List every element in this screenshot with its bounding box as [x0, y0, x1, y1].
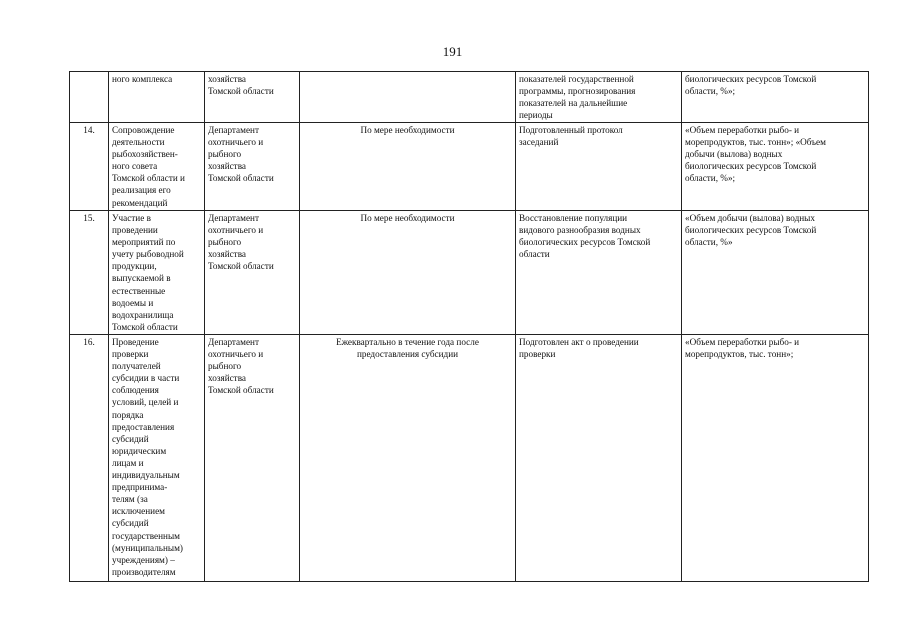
- executor-text-line: хозяйства: [208, 74, 246, 84]
- executor-text-line: Томской области: [208, 261, 274, 272]
- event-text-line: субсидий: [112, 518, 149, 529]
- term-text-line: Ежеквартально в течение года после: [336, 337, 479, 347]
- result-text-line: видового разнообразия водных: [519, 225, 641, 236]
- event-text-line: водоемы и: [112, 297, 154, 308]
- event-text-line: учету рыбоводной: [112, 249, 184, 260]
- event-text-line: лицам и: [112, 457, 144, 468]
- indicator-text-line: «Объем добычи (вылова) водных: [685, 213, 815, 223]
- event-text-line: ного комплекса: [112, 74, 173, 84]
- table-row: [70, 211, 869, 335]
- result-text-line: показателей на дальнейшие: [519, 98, 628, 109]
- executor-text-line: хозяйства: [208, 249, 246, 260]
- result-text-line: Восстановление популяции: [519, 213, 628, 223]
- event-text-line: рыбохозяйствен-: [112, 149, 178, 160]
- executor-cell: [205, 211, 300, 335]
- executor-text-line: Департамент: [208, 125, 259, 135]
- event-text-line: Проведение: [112, 337, 159, 347]
- event-text-line: мероприятий по: [112, 237, 176, 248]
- event-text-line: юридическим: [112, 445, 167, 456]
- event-text-line: субсидий: [112, 433, 149, 444]
- indicator-cell: [682, 72, 869, 123]
- event-text-line: реализация его: [112, 185, 171, 196]
- executor-text-line: Департамент: [208, 337, 259, 347]
- executor-cell: [205, 123, 300, 211]
- event-cell: [109, 72, 205, 123]
- result-text-line: Подготовлен акт о проведении: [519, 337, 639, 347]
- row-number: 16.: [83, 337, 95, 347]
- event-text-line: индивидуальным: [112, 470, 180, 481]
- row-number-cell: [70, 123, 109, 211]
- executor-text-line: рыбного: [208, 149, 242, 160]
- executor-text-line: охотничьего и: [208, 137, 264, 148]
- result-text-line: биологических ресурсов Томской: [519, 237, 651, 248]
- event-text-line: проведении: [112, 225, 158, 236]
- event-text-line: Томской области и: [112, 173, 185, 184]
- activities-table: [69, 71, 869, 582]
- term-cell: [300, 123, 516, 211]
- executor-cell: [205, 335, 300, 582]
- event-text-line: субсидии в части: [112, 373, 180, 384]
- result-text-line: периоды: [519, 110, 553, 121]
- executor-text-line: охотничьего и: [208, 225, 264, 236]
- result-text-line: области: [519, 249, 550, 260]
- executor-cell: [205, 72, 300, 123]
- event-text-line: ного совета: [112, 161, 158, 172]
- event-text-line: деятельности: [112, 137, 165, 148]
- event-text-line: (муниципальным): [112, 542, 183, 553]
- row-number-cell: [70, 211, 109, 335]
- event-text-line: учреждениям) –: [112, 554, 175, 565]
- result-cell: [516, 72, 682, 123]
- event-cell: [109, 123, 205, 211]
- row-number: 14.: [83, 125, 95, 135]
- indicator-cell: [682, 335, 869, 582]
- event-cell: [109, 335, 205, 582]
- row-number: 15.: [83, 213, 95, 223]
- result-text-line: программы, прогнозирования: [519, 86, 636, 97]
- result-text-line: Подготовленный протокол: [519, 125, 623, 135]
- indicator-text-line: «Объем переработки рыбо- и: [685, 125, 800, 135]
- event-text-line: производителям: [112, 566, 176, 577]
- indicator-text-line: области, %»;: [685, 173, 736, 184]
- event-text-line: водохранилища: [112, 309, 174, 320]
- event-text-line: естественные: [112, 285, 166, 296]
- result-text-line: проверки: [519, 349, 556, 360]
- executor-text-line: хозяйства: [208, 161, 246, 172]
- indicator-text-line: добычи (вылова) водных: [685, 149, 783, 160]
- executor-text-line: Департамент: [208, 213, 259, 223]
- indicator-text-line: биологических ресурсов Томской: [685, 161, 817, 172]
- term-cell: [300, 335, 516, 582]
- event-text-line: государственным: [112, 530, 180, 541]
- executor-text-line: Томской области: [208, 86, 274, 97]
- indicator-text-line: области, %»: [685, 237, 733, 248]
- term-text-line: предоставления субсидии: [356, 349, 459, 360]
- event-text-line: продукции,: [112, 261, 157, 272]
- executor-text-line: хозяйства: [208, 373, 246, 384]
- executor-text-line: Томской области: [208, 385, 274, 396]
- result-cell: [516, 211, 682, 335]
- term-cell: [300, 72, 516, 123]
- term-text-line: По мере необходимости: [360, 125, 455, 135]
- table-row: [70, 123, 869, 211]
- event-text-line: предоставления: [112, 421, 175, 432]
- term-cell: [300, 211, 516, 335]
- table-row: [70, 72, 869, 123]
- indicator-text-line: области, %»;: [685, 86, 736, 97]
- executor-text-line: рыбного: [208, 361, 242, 372]
- table-row: [70, 335, 869, 582]
- event-text-line: порядка: [112, 409, 144, 420]
- term-text-line: По мере необходимости: [360, 213, 455, 223]
- executor-text-line: рыбного: [208, 237, 242, 248]
- event-text-line: телям (за: [112, 494, 148, 505]
- indicator-text-line: «Объем переработки рыбо- и: [685, 337, 800, 347]
- event-text-line: выпускаемой в: [112, 273, 171, 284]
- event-text-line: Томской области: [112, 321, 178, 332]
- row-number-cell: [70, 72, 109, 123]
- executor-text-line: Томской области: [208, 173, 274, 184]
- result-cell: [516, 123, 682, 211]
- indicator-cell: [682, 211, 869, 335]
- indicator-cell: [682, 123, 869, 211]
- event-text-line: получателей: [112, 361, 161, 372]
- result-text-line: показателей государственной: [519, 74, 634, 84]
- indicator-text-line: биологических ресурсов Томской: [685, 225, 817, 236]
- executor-text-line: охотничьего и: [208, 349, 264, 360]
- event-cell: [109, 211, 205, 335]
- result-text-line: заседаний: [519, 137, 559, 148]
- event-text-line: предпринима-: [112, 482, 168, 493]
- page-number: 191: [442, 44, 463, 59]
- indicator-text-line: морепродуктов, тыс. тонн»; «Объем: [685, 137, 826, 148]
- indicator-text-line: биологических ресурсов Томской: [685, 74, 817, 84]
- event-text-line: Сопровождение: [112, 125, 175, 135]
- result-cell: [516, 335, 682, 582]
- row-number-cell: [70, 335, 109, 582]
- event-text-line: рекомендаций: [112, 197, 168, 208]
- indicator-text-line: морепродуктов, тыс. тонн»;: [685, 349, 794, 360]
- event-text-line: условий, целей и: [112, 397, 179, 408]
- event-text-line: Участие в: [112, 213, 151, 223]
- event-text-line: соблюдения: [112, 385, 159, 396]
- event-text-line: исключением: [112, 506, 165, 517]
- event-text-line: проверки: [112, 349, 149, 360]
